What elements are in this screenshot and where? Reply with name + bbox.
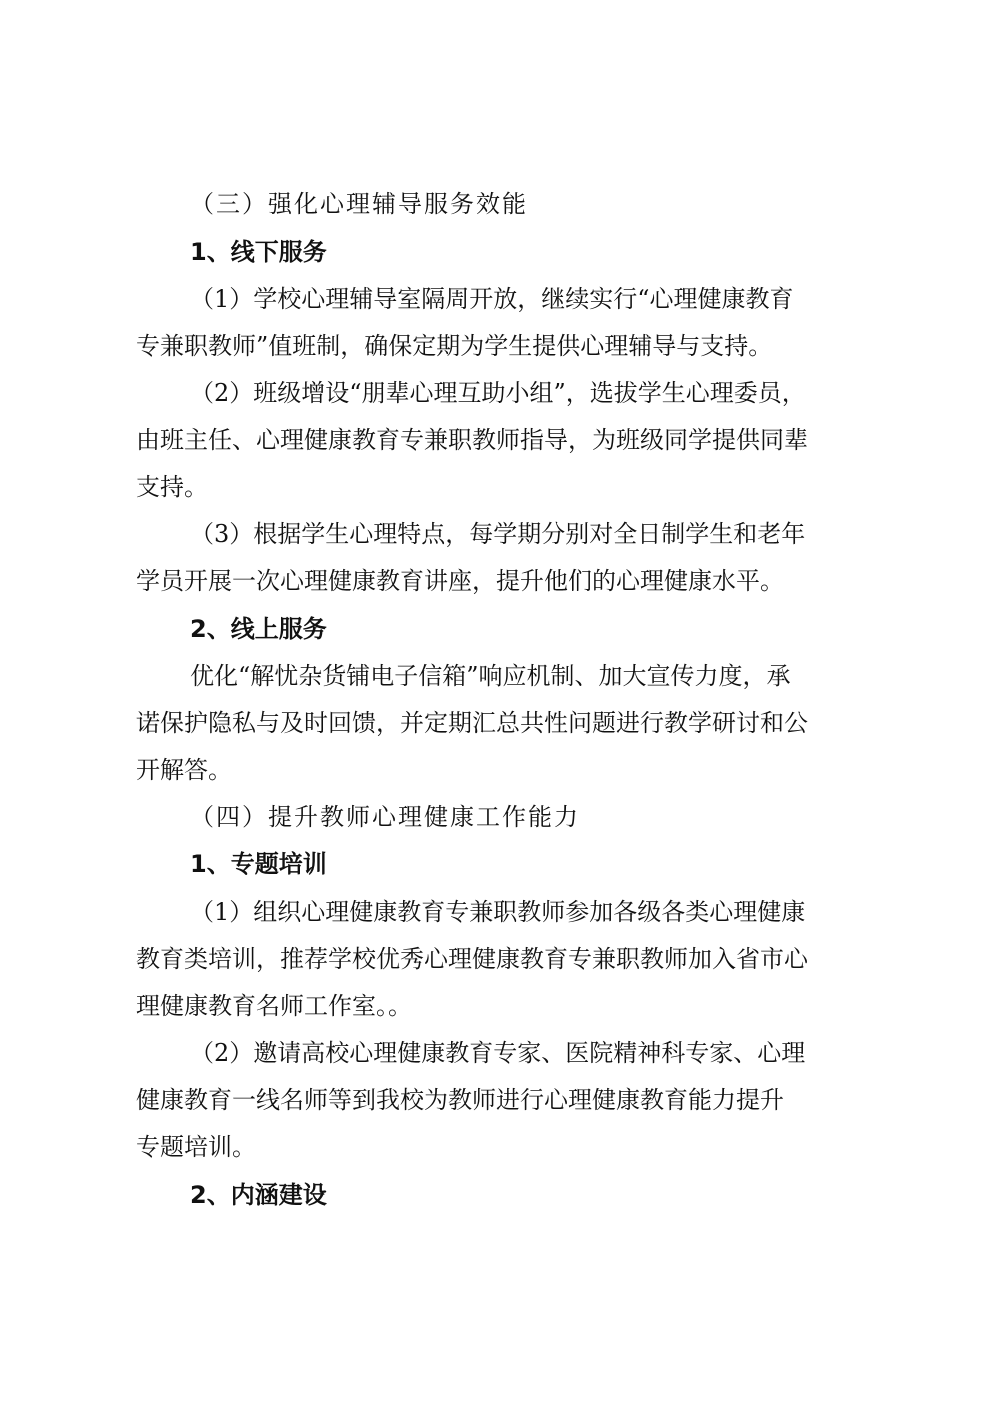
paragraph-line: 专兼职教师”值班制，确保定期为学生提供心理辅导与支持。 <box>136 332 773 360</box>
subheading-special-training: 1、专题培训 <box>190 850 327 878</box>
section-heading-4: （四）提升教师心理健康工作能力 <box>190 803 580 831</box>
section-heading-3: （三）强化心理辅导服务效能 <box>190 190 528 218</box>
paragraph-line: 学员开展一次心理健康教育讲座，提升他们的心理健康水平。 <box>136 567 784 595</box>
paragraph-line: （3）根据学生心理特点，每学期分别对全日制学生和老年 <box>190 520 806 548</box>
paragraph-line: 理健康教育名师工作室。。 <box>136 992 412 1020</box>
paragraph-line: 优化“解忧杂货铺电子信箱”响应机制、加大宣传力度，承 <box>190 662 791 690</box>
paragraph-line: 支持。 <box>136 473 208 501</box>
paragraph-line: 专题培训。 <box>136 1133 256 1161</box>
paragraph-line: 开解答。 <box>136 756 232 784</box>
subheading-offline-service: 1、线下服务 <box>190 238 327 266</box>
paragraph-line: 教育类培训，推荐学校优秀心理健康教育专兼职教师加入省市心 <box>136 945 808 973</box>
paragraph-line: 健康教育一线名师等到我校为教师进行心理健康教育能力提升 <box>136 1086 784 1114</box>
subheading-online-service: 2、线上服务 <box>190 615 327 643</box>
paragraph-line: （2）班级增设“朋辈心理互助小组”，选拔学生心理委员， <box>190 379 806 407</box>
paragraph-line: 诺保护隐私与及时回馈，并定期汇总共性问题进行教学研讨和公 <box>136 709 808 737</box>
subheading-connotation-building: 2、内涵建设 <box>190 1181 327 1209</box>
paragraph-line: （1）学校心理辅导室隔周开放，继续实行“心理健康教育 <box>190 285 794 313</box>
paragraph-line: （1）组织心理健康教育专兼职教师参加各级各类心理健康 <box>190 898 806 926</box>
paragraph-line: 由班主任、心理健康教育专兼职教师指导，为班级同学提供同辈 <box>136 426 808 454</box>
paragraph-line: （2）邀请高校心理健康教育专家、医院精神科专家、心理 <box>190 1039 806 1067</box>
